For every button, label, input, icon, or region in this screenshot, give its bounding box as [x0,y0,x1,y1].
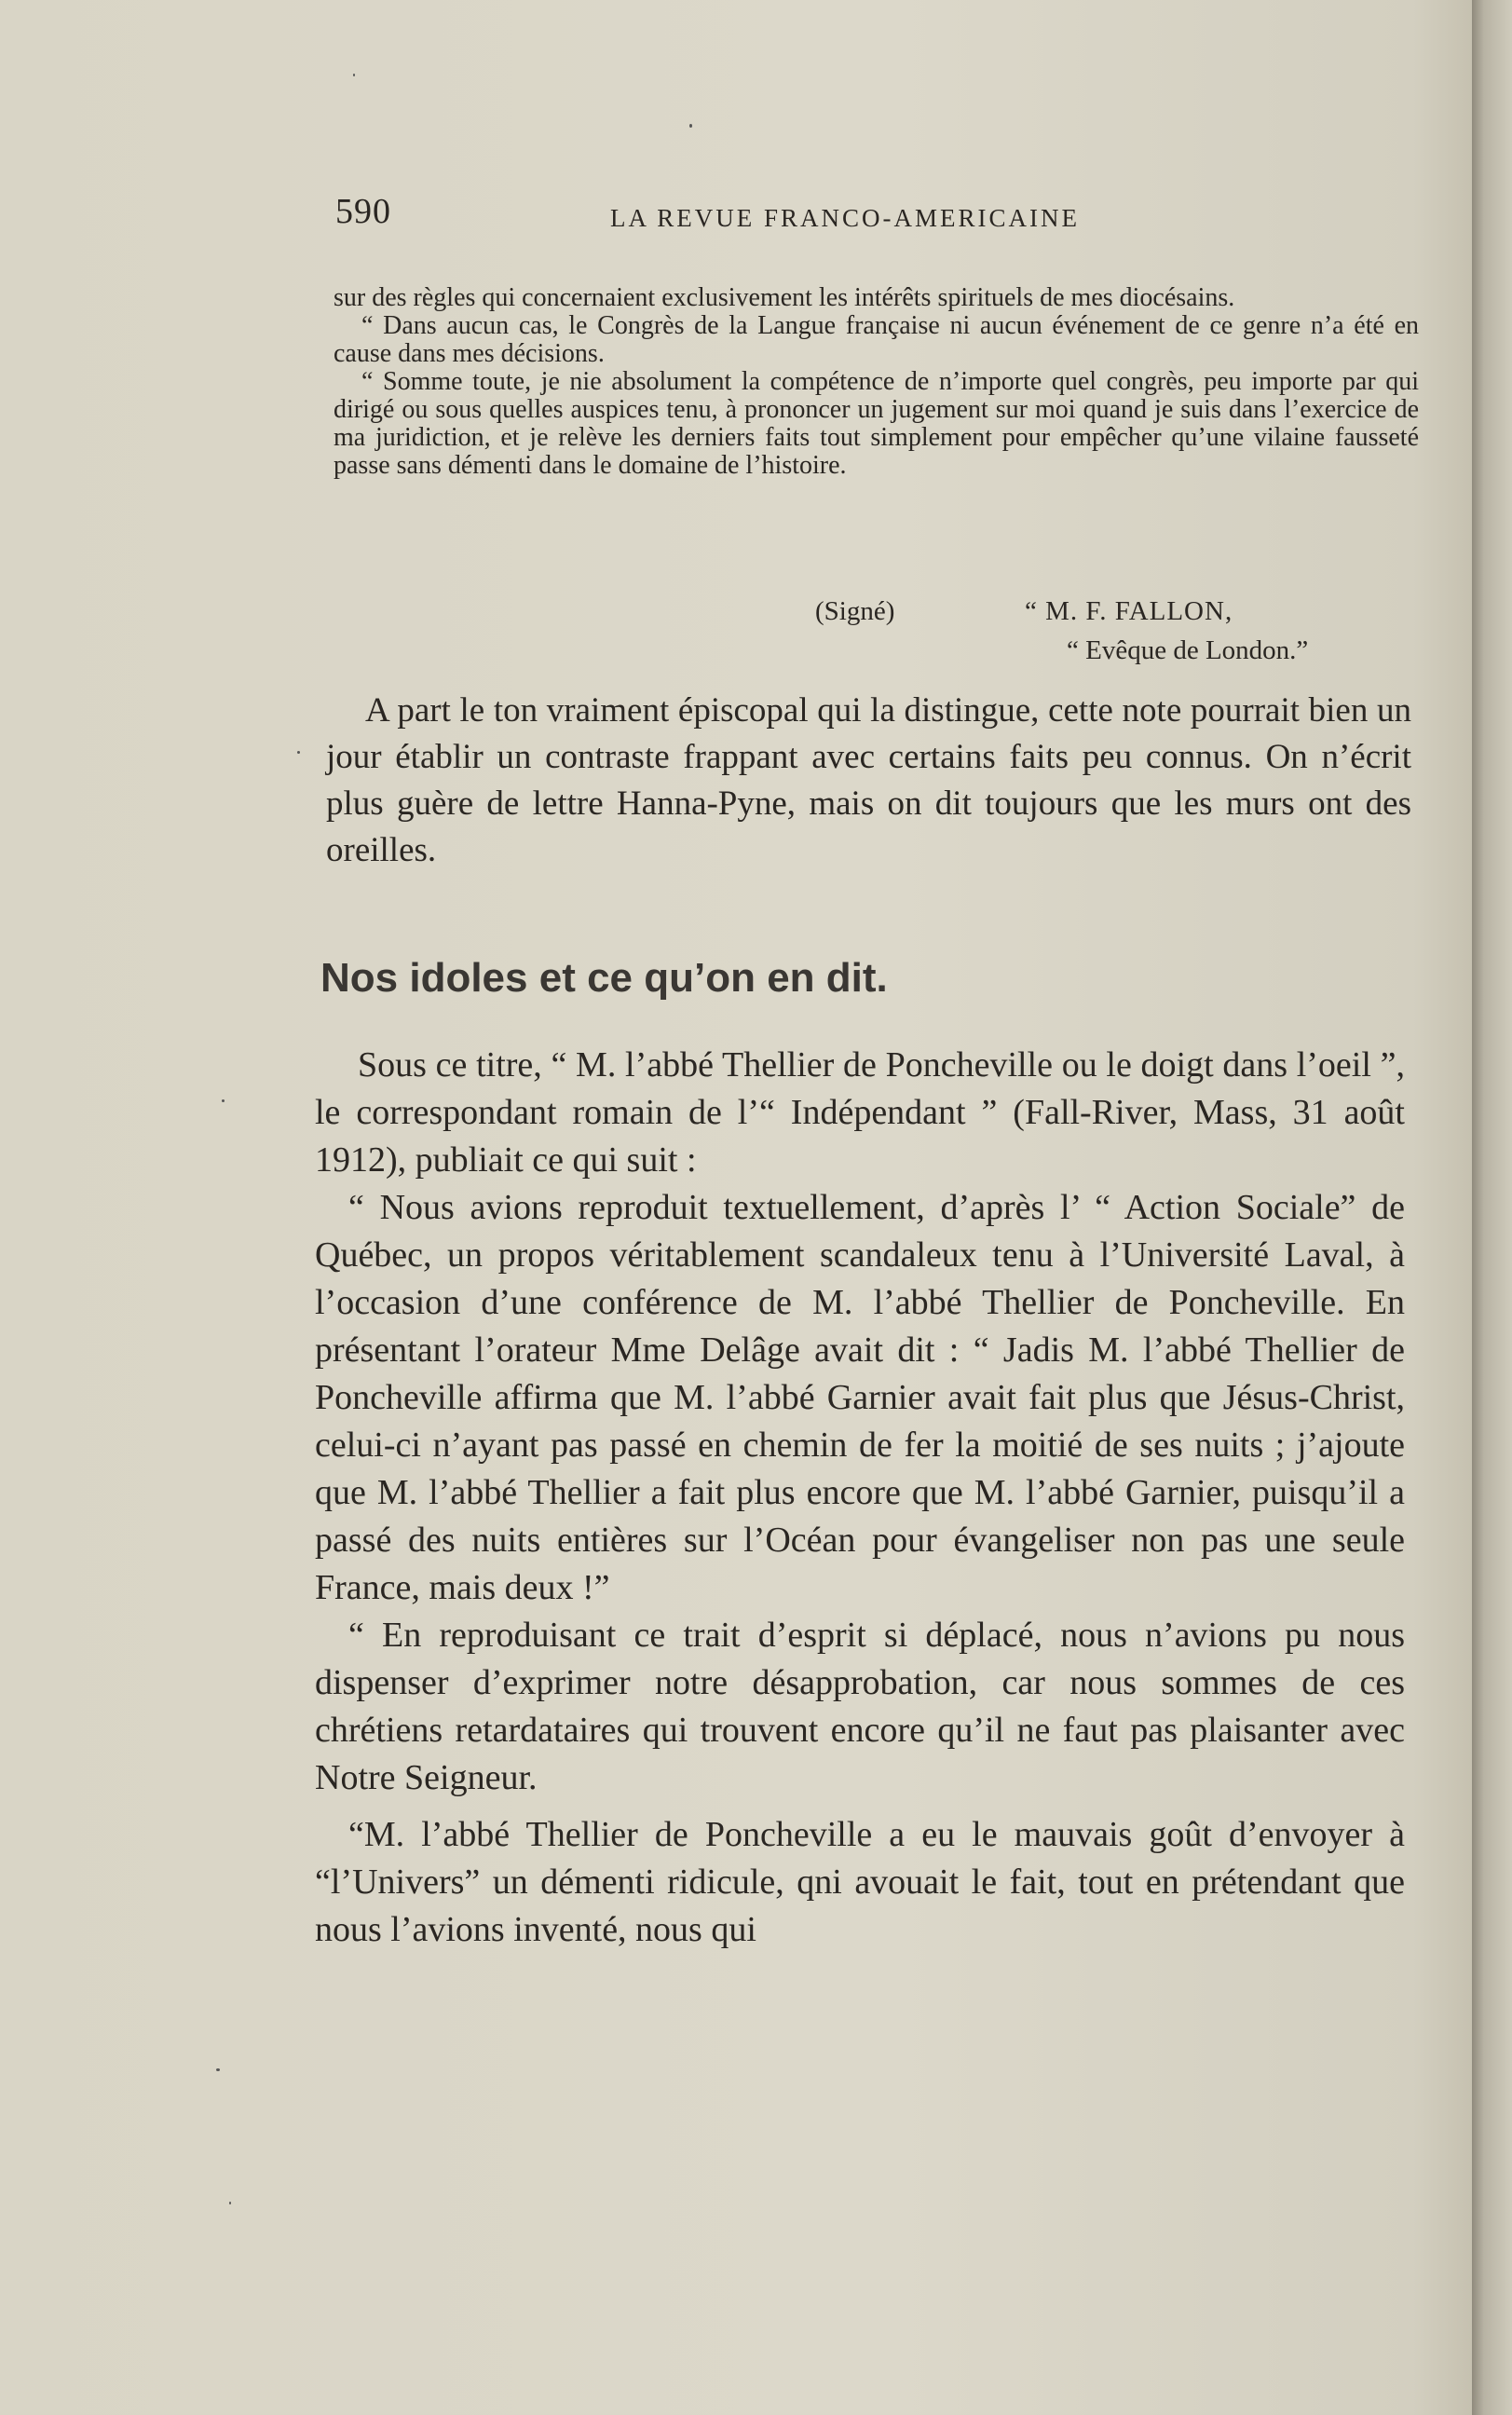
section-text [315,1042,1405,1954]
signature-name: “ M. F. FALLON, [1025,596,1233,626]
section-paragraph: “ En reproduisant ce trait d’esprit si déplacé, nous n’avions pu nous dispenser d’exprimer notre désapprobation, car nous sommes de ces chrétiens retardataires qui trouvent encore qu’il ne faut pas plaisanter avec Notre Seigneur. [315,1616,1405,1797]
commentary-text [326,688,1411,874]
commentary-paragraph: A part le ton vraiment épiscopal qui la distingue, cette note pourrait bien un jour établir un contraste frappant avec certains faits peu connus. On n’écrit plus guère de lettre Hanna-Pyne, mais on dit toujours que les murs ont des oreilles. [326,691,1411,869]
page-number: 590 [335,192,391,231]
letter-paragraph: “ Somme toute, je nie absolument la compétence de n’importe quel congrès, peu importe par qui dirigé ou sous quelles auspices tenu, à prononcer un jugement sur moi quand je suis dans l’exercice de ma juridiction, et je relève les derniers faits tout simplement pour empêcher qu’une vilaine fausseté passe sans démenti dans le domaine de l’histoire. [334,367,1419,480]
signature-line [815,596,1421,634]
letter-text [334,284,1419,480]
section-paragraph: “ Nous avions reproduit textuellement, d’après l’ “ Action Sociale” de Québec, un propos véritablement scandaleux tenu à l’Université Laval, à l’occasion d’une conférence de M. l’abbé Thellier de Poncheville. En présentant l’orateur Mme Delâge avait dit : “ Jadis M. l’abbé Thellier de Poncheville affirma que M. l’abbé Garnier avait fait plus que Jésus-Christ, celui-ci n’ayant pas passé en chemin de fer la moitié de ses nuits ; j’ajoute que M. l’abbé Thellier a fait plus encore que M. l’abbé Garnier, puisqu’il a passé des nuits entières sur l’Océan pour évangeliser non pas une seule France, mais deux !” [315,1188,1405,1607]
signature-title: “ Evêque de London.” [1067,635,1309,665]
page-header [335,191,1174,247]
letter-paragraph: sur des règles qui concernaient exclusivement les intérêts spirituels de mes diocésains. [334,283,1235,312]
page-gutter-edge [1472,0,1512,2415]
letter-paragraph: “ Dans aucun cas, le Congrès de la Langue française ni aucun événement de ce genre n’a été en cause dans mes décisions. [334,311,1419,368]
section-heading: Nos idoles et ce qu’on en dit. [320,955,888,1001]
running-title: LA REVUE FRANCO-AMERICAINE [610,204,1081,232]
signature-label: (Signé) [815,596,895,626]
section-paragraph: Sous ce titre, “ M. l’abbé Thellier de Poncheville ou le doigt dans l’oeil ”, le correspondant romain de l’“ Indépendant ” (Fall-River, Mass, 31 août 1912), publiait ce qui suit : [315,1045,1405,1180]
section-paragraph: “M. l’abbé Thellier de Poncheville a eu le mauvais goût d’envoyer à “l’Univers” un démenti ridicule, qni avouait le fait, tout en prétendant que nous l’avions inventé, nous qui [315,1815,1405,1949]
